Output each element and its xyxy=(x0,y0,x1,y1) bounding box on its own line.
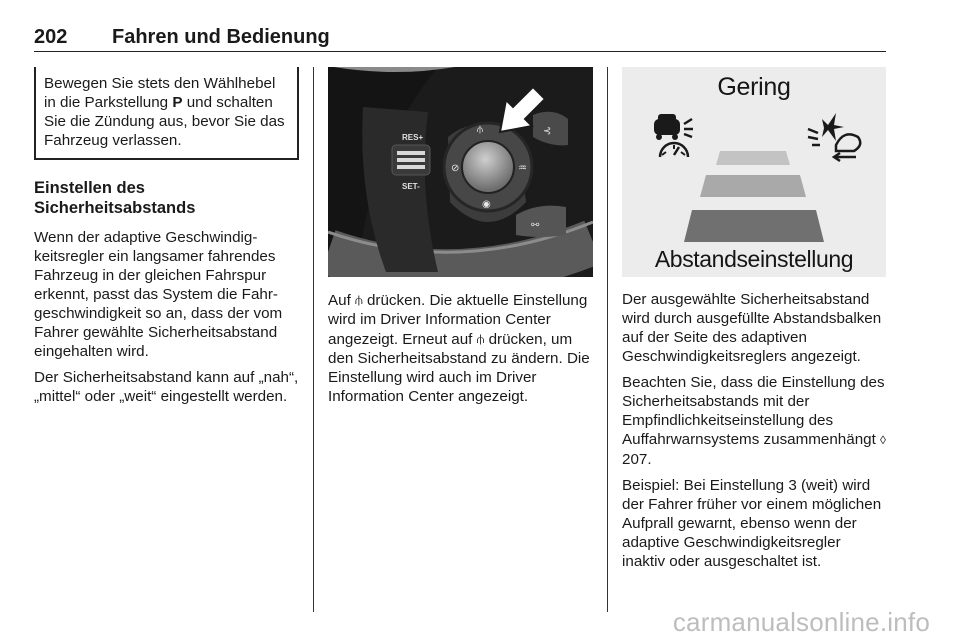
col3-p2-text: Beachten Sie, dass die Einstellung des Sicherheitsabstands mit der Empfindlichkeitseinstellung des Auffahrwarnsystems zusammenhängt xyxy=(622,374,885,448)
section-paragraph-1: Wenn der adaptive Geschwindigkeitsregler ein langsamer fahrendes Fahrzeug in der gleichen Fahrspur erkennt, passt das System die Fahrgeschwindigkeit so an, dass der vom Fahrer gewählte Sicherheitsabstand eingehalten wird. xyxy=(34,229,283,360)
dic-footer-label: Abstandseinstellung xyxy=(654,246,854,272)
dic-title: Gering xyxy=(717,73,791,101)
watermark: carmanualsonline.info xyxy=(672,607,930,637)
limiter-button-icon: ◉ xyxy=(482,199,491,210)
page-reference-link[interactable]: 207. xyxy=(622,451,652,468)
col2-text-1: Auf xyxy=(328,292,356,309)
collision-warning-icon xyxy=(808,113,860,161)
column-2 xyxy=(328,290,593,413)
header-rule xyxy=(34,51,886,52)
voice-button-icon: ⊰ xyxy=(543,126,552,137)
section-heading xyxy=(34,178,299,218)
steering-heat-icon: ⚯ xyxy=(531,220,540,231)
warning-text-start: Bewegen Sie stets den Wählhebel in die Parkstellung xyxy=(44,75,276,111)
col2-text-3: drücken, um den Sicherheitsabstand zu ändern. Die Einstellung wird auch im Driver Information Center angezeigt. xyxy=(328,331,590,405)
warning-box xyxy=(34,67,299,160)
distance-icon: ⫛ xyxy=(355,292,363,307)
set-label: SET- xyxy=(402,182,420,191)
cancel-button-icon: ⊘ xyxy=(451,163,460,174)
column-3-paragraph-3: Beispiel: Bei Einstellung 3 (weit) wird der Fahrer früher vor einem möglichen Aufprall gewarnt, ebenso wenn der adaptive Geschwindigkeitsregler inaktiv oder ausgeschaltet ist. xyxy=(622,477,882,570)
page-reference-icon: ◊ xyxy=(880,433,886,447)
column-3 xyxy=(622,290,886,578)
distance-button-icon: ⫛ xyxy=(477,124,483,135)
warning-text-end: und schalten Sie die Zündung aus, bevor Sie das Fahrzeug verlassen. xyxy=(44,94,285,149)
header-title: Fahren und Bedienung xyxy=(112,26,330,48)
section-heading-line2: Sicherheitsabstands xyxy=(34,199,196,217)
column-3-paragraph-1: Der ausgewählte Sicherheitsabstand wird durch ausgefüllte Abstandsbalken auf der Seite des adaptiven Geschwindigkeitsreglers angezeigt. xyxy=(622,291,882,365)
steering-wheel-figure xyxy=(328,67,593,277)
distance-icon: ⫛ xyxy=(476,331,485,346)
steering-wheel-illustration xyxy=(328,67,593,277)
column-1 xyxy=(34,67,299,413)
page-number: 202 xyxy=(34,26,68,48)
lane-button-icon: ♒ xyxy=(518,163,527,174)
col2-text-2: drücken. Die aktuelle Einstellung wird im Driver Information Center angezeigt. Erneut auf xyxy=(328,292,588,348)
section-paragraph-2: Der Sicherheitsabstand kann auf „nah“, „mittel“ oder „weit“ eingestellt werden. xyxy=(34,369,299,405)
column-separator-1 xyxy=(313,67,314,612)
section-heading-line1: Einstellen des xyxy=(34,179,145,197)
res-label: RES+ xyxy=(402,133,424,142)
column-separator-2 xyxy=(607,67,608,612)
column-3-paragraph-2 xyxy=(622,373,886,469)
car-sensor-icon xyxy=(654,114,693,157)
column-2-paragraph xyxy=(328,290,593,406)
warning-bold-p: P xyxy=(172,94,183,111)
dic-display-figure xyxy=(622,67,886,277)
